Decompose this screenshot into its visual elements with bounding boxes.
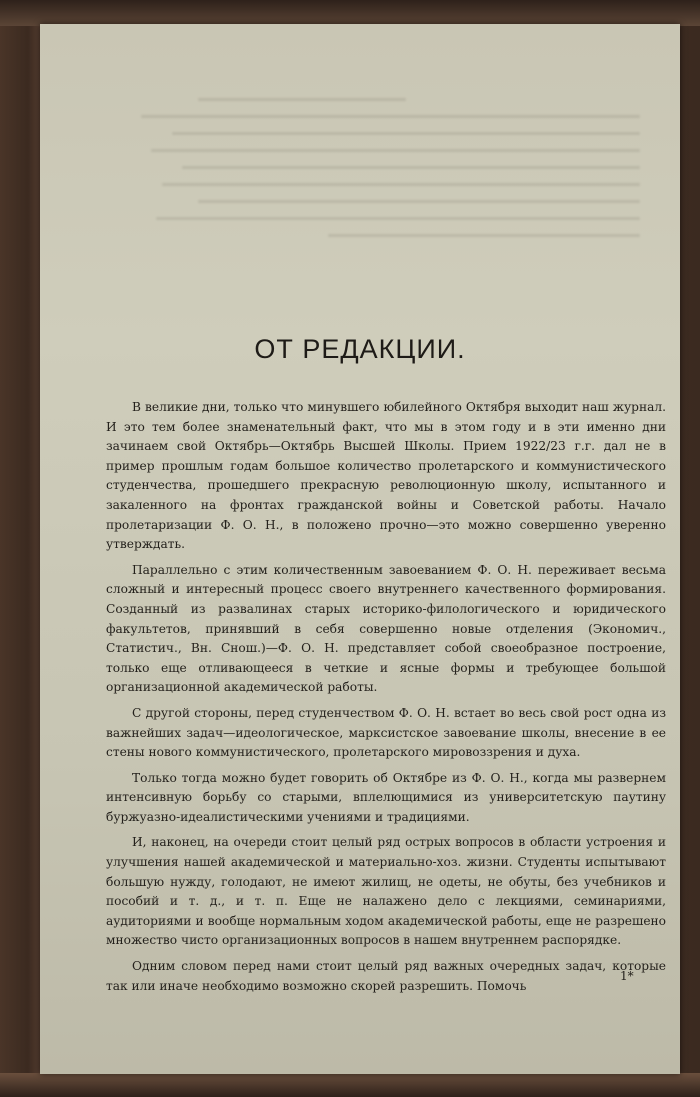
- cover-top-edge: [0, 0, 700, 26]
- book-page: [40, 24, 680, 1074]
- paragraph-6: Одним словом перед нами стоит целый ряд важных очередных задач, которые так или иначе необходимо возможно скорей разрешить. Помочь: [106, 959, 666, 993]
- paragraph-2: Параллельно с этим количественным завоеванием Ф. О. Н. переживает весьма сложный и интересный процесс своего внутреннего качественного формирования. Созданный из развалинах старых историко-филологического и юридического факультетов, принявший в себя совершенно новые отделения (Экономич., Статистич., Вн. Снош.)—Ф. О. Н. представляет собой своеобразное построение, только еще отливающееся в четкие и ясные формы и требующее большой организационной академической работы.: [106, 562, 666, 695]
- page-title: ОТ РЕДАКЦИИ.: [254, 334, 466, 364]
- folio-mark: 1*: [620, 969, 634, 983]
- bleed-through-text: [120, 84, 640, 314]
- paragraph-5: И, наконец, на очереди стоит целый ряд острых вопросов в области устроения и улучшения нашей академической и материально-хоз. жизни. Студенты испытывают большую нужду, голодают, не имеют жилищ, не одеты, не обуты, без учебников и пособий и т. д., и т. п. Еще не налажено дело с лекциями, семинариями, аудиториями и вообще нормальным ходом академической работы, еще не разрешено множество чисто организационных вопросов в нашем внутреннем распорядке.: [106, 835, 666, 948]
- paragraph-4: Только тогда можно будет говорить об Октябре из Ф. О. Н., когда мы развернем интенсивную борьбу со старыми, вплелющимися из университетскую паутину буржуазно-идеалистическими учениями и традициями.: [106, 770, 666, 824]
- paragraph-3: С другой стороны, перед студенчеством Ф. О. Н. встает во весь свой рост одна из важнейших задач—идеологическое, марксистское завоевание школы, внесение в ее стены нового коммунистического, пролетарского мировоззрения и духа.: [106, 705, 666, 760]
- paragraph-1: В великие дни, только что минувшего юбилейного Октября выходит наш журнал. И это тем более знаменательный факт, что мы в этом году и в эти именно дни зачинаем свой Октябрь—Октябрь Высшей Школы. Прием 1922/23 г.г. дал не в пример прошлым годам большое количество пролетарского и коммунистического студенчества, прошедшего прекрасную революционную школу, испытанного и закаленного на фронтах гражданской войны и Советской работы. Начало пролетаризации Ф. О. Н., в положено прочно—это можно совершенно уверенно утверждать.: [106, 400, 666, 552]
- cover-bottom-edge: [0, 1073, 700, 1097]
- body-text: [106, 398, 666, 1002]
